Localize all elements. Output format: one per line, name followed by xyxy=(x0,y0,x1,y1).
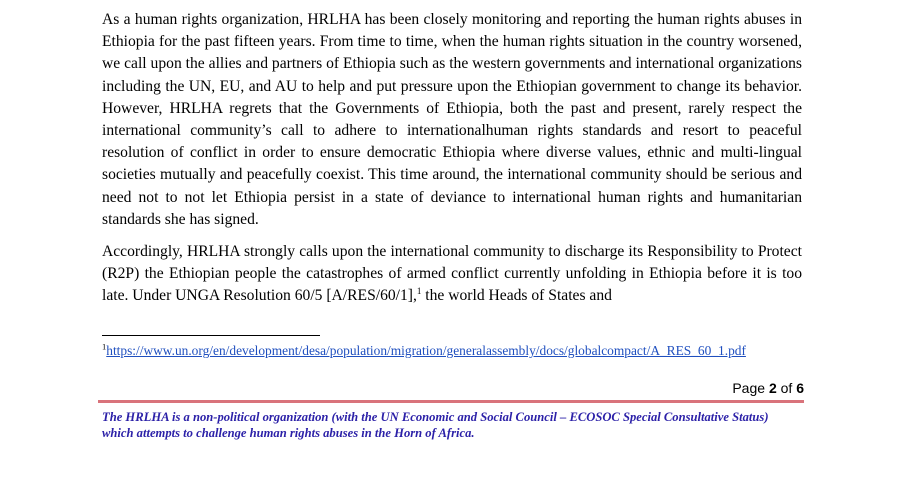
page-number-current: 2 xyxy=(768,380,777,396)
body-paragraph-2 xyxy=(102,241,802,308)
footnote-marker: 1 xyxy=(102,341,107,352)
footnote xyxy=(102,342,802,359)
footnote-reference-marker[interactable]: 1 xyxy=(416,286,422,297)
page-number xyxy=(732,380,804,396)
footer-statement: The HRLHA is a non-political organization (with the UN Economic and Social Council – ECOSOC Special Consultative Status) which attempts to challenge human rights abuses in the Horn of Africa. xyxy=(102,410,769,440)
footnote-link[interactable]: https://www.un.org/en/development/desa/population/migration/generalassembly/docs/globalcompact/A_RES_60_1.pdf xyxy=(106,343,746,358)
page-number-prefix: Page xyxy=(732,380,769,396)
page-number-total: 6 xyxy=(796,380,804,396)
body-paragraph-2-text: Accordingly, HRLHA strongly calls upon the international community to discharge its Responsibility to Protect (R2P) the Ethiopian people the catastrophes of armed conflict currently unfolding in Ethiopia before it is too late. Under UNGA Resolution 60/5 [A/RES/60/1], xyxy=(102,243,802,305)
footer-divider xyxy=(98,400,804,403)
body-paragraph-1: As a human rights organization, HRLHA has been closely monitoring and reporting the human rights abuses in Ethiopia for the past fifteen years. From time to time, when the human rights situation in the country worsened, we call upon the allies and partners of Ethiopia such as the western governments and international organizations including the UN, EU, and AU to help and put pressure upon the Ethiopian government to change its behavior. However, HRLHA regrets that the Governments of Ethiopia, both the past and present, rarely respect the international community’s call to adhere to internationalhuman rights standards and resort to peaceful resolution of conflict in order to ensure democratic Ethiopia where diverse values, ethnic and multi-lingual societies mutually and peacefully coexist. This time around, the international community should be serious and need not to not let Ethiopia persist in a state of deviance to international human rights and humanitarian standards she has signed. xyxy=(102,11,802,228)
page-number-separator: of xyxy=(776,380,797,396)
body-paragraph-2-text-continued: the world Heads of States and xyxy=(421,287,612,305)
footnote-separator xyxy=(102,335,320,336)
